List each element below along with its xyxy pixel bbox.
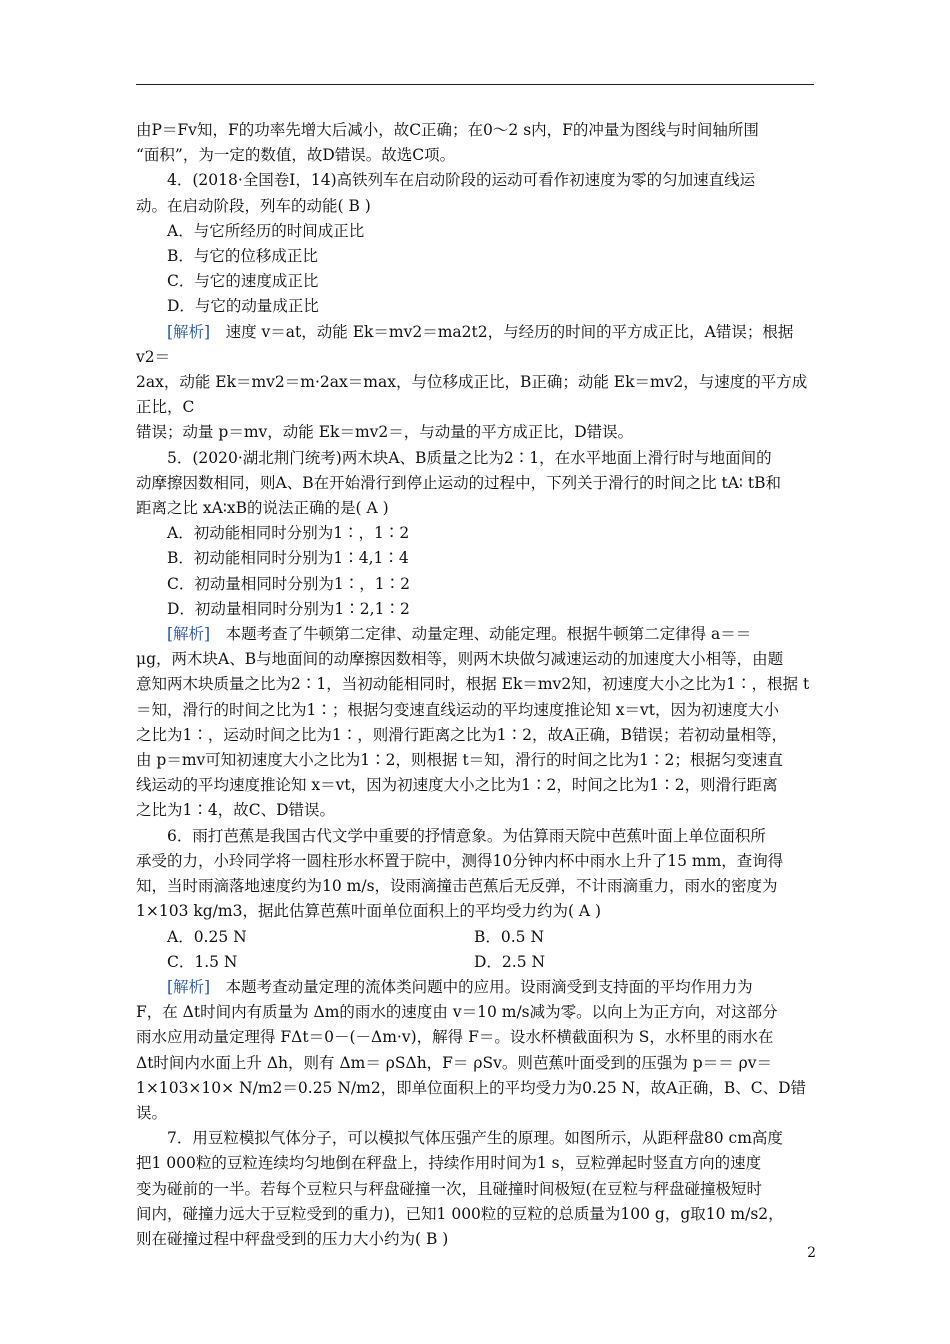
q6-analysis-line: F，在 Δt时间内有质量为 Δm的雨水的速度由 v＝10 m/s减为零。以向上为正方向，对这部分 xyxy=(136,1003,778,1022)
analysis-tag: [解析] xyxy=(167,625,211,644)
q6-stem-line: 1×103 kg/m3，据此估算芭蕉叶面单位面积上的平均受力约为( A ) xyxy=(136,902,602,921)
q6-analysis-line: 雨水应用动量定理得 FΔt＝0－(－Δm·v)，解得 F＝。设水杯横截面积为 S，水杯里的雨水在 xyxy=(136,1028,774,1047)
analysis-text: 速度 v＝at，动能 Ek＝mv2＝ma2t2，与经历的时间的平方成正比，A错误；根据 v2＝ xyxy=(136,322,799,366)
q5-analysis-line: 由 p＝mv可知初速度大小之比为1∶2，则根据 t＝知，滑行的时间之比为1∶2；根据匀变速直 xyxy=(136,751,783,770)
q4-analysis-line xyxy=(136,320,816,370)
q6-analysis-line: 1×103×10× N/m2＝0.25 N/m2，即单位面积上的平均受力为0.25 N，故A正确，B、C、D错误。 xyxy=(136,1078,807,1122)
q6-options-row xyxy=(136,950,816,975)
q5-analysis-line: 之比为1∶，运动时间之比为1∶，则滑行距离之比为1∶2，故A正确，B错误；若初动量相等， xyxy=(136,725,788,744)
q5-analysis-line: 线运动的平均速度推论知 x＝vt，因为初速度大小之比为1∶2，时间之比为1∶2，则滑行距离 xyxy=(136,776,778,795)
q5-option-a: A．初动能相同时分别为1∶，1∶2 xyxy=(167,524,410,543)
analysis-tag: [解析] xyxy=(167,322,211,341)
q4-analysis-line: 2ax，动能 Ek＝mv2＝m·2ax＝max，与位移成正比，B正确；动能 Ek＝mv2，与速度的平方成正比，C xyxy=(136,373,808,417)
q6-analysis-line: Δt时间内水面上升 Δh，则有 Δm＝ ρSΔh，F＝ ρSv。则芭蕉叶面受到的压强为 p＝＝ ρv＝ xyxy=(136,1053,772,1072)
q6-options-row xyxy=(136,925,816,950)
header-rule xyxy=(136,84,814,85)
q5-stem-line: 动摩擦因数相同，则A、B在开始滑行到停止运动的过程中，下列关于滑行的时间之比 tA∶ tB和 xyxy=(136,473,782,492)
q6-option-a: A．0.25 N xyxy=(167,927,247,946)
q5-option-c: C．初动量相同时分别为1∶，1∶2 xyxy=(167,574,410,593)
q4-stem-line: 动。在启动阶段，列车的动能( B ) xyxy=(136,196,371,215)
q6-stem-line: 承受的力，小玲同学将一圆柱形水杯置于院中，测得10分钟内杯中雨水上升了15 mm，查询得 xyxy=(136,851,784,870)
q6-stem-line: 6．雨打芭蕉是我国古代文学中重要的抒情意象。为估算雨天院中芭蕉叶面上单位面积所 xyxy=(167,826,766,845)
q5-analysis-line: μg，两木块A、B与地面间的动摩擦因数相等，则两木块做匀减速运动的加速度大小相等，由题 xyxy=(136,650,784,669)
q4-stem-line: 4．(2018·全国卷Ⅰ，14)高铁列车在启动阶段的运动可看作初速度为零的匀加速直线运 xyxy=(167,171,756,190)
text-line: “面积”，为一定的数值，故D错误。故选C项。 xyxy=(136,146,456,165)
page-body xyxy=(136,118,816,1252)
q5-stem-line: 距离之比 xA∶xB的说法正确的是( A ) xyxy=(136,499,389,518)
analysis-text: 本题考查了牛顿第二定律、动量定理、动能定理。根据牛顿第二定律得 a＝＝ xyxy=(225,625,752,644)
q5-analysis-line xyxy=(136,622,816,647)
page-number: 2 xyxy=(807,1245,816,1261)
q7-stem-line: 7．用豆粒模拟气体分子，可以模拟气体压强产生的原理。如图所示，从距秤盘80 cm高度 xyxy=(167,1129,783,1148)
analysis-text: 本题考查动量定理的流体类问题中的应用。设雨滴受到支持面的平均作用力为 xyxy=(225,977,753,996)
q7-stem-line: 则在碰撞过程中秤盘受到的压力大小约为( B ) xyxy=(136,1229,449,1248)
q4-option-a: A．与它所经历的时间成正比 xyxy=(167,221,365,240)
q7-stem-line: 把1 000粒的豆粒连续均匀地倒在秤盘上，持续作用时间为1 s，豆粒弹起时竖直方向的速度 xyxy=(136,1154,762,1173)
text-line: 由P＝Fv知，F的功率先增大后减小，故C正确；在0～2 s内，F的冲量为图线与时间轴所围 xyxy=(136,121,759,139)
q6-option-d: D．2.5 N xyxy=(474,952,546,971)
q4-option-b: B．与它的位移成正比 xyxy=(167,247,318,266)
q6-stem-line: 知，当时雨滴落地速度约为10 m/s，设雨滴撞击芭蕉后无反弹，不计雨滴重力，雨水的密度为 xyxy=(136,877,778,896)
analysis-tag: [解析] xyxy=(167,977,211,996)
q4-option-d: D．与它的动量成正比 xyxy=(167,297,319,316)
q7-stem-line: 变为碰前的一半。若每个豆粒只与秤盘碰撞一次，且碰撞时间极短(在豆粒与秤盘碰撞极短时 xyxy=(136,1179,763,1198)
q4-option-c: C．与它的速度成正比 xyxy=(167,272,319,291)
q5-analysis-line: ＝知，滑行的时间之比为1∶；根据匀变速直线运动的平均速度推论知 x＝vt，因为初速度大小 xyxy=(136,700,780,719)
q5-analysis-line: 意知两木块质量之比为2∶1，当初动能相同时，根据 Ek＝mv2知，初速度大小之比为1∶，根据 t xyxy=(136,675,810,694)
q4-analysis-line: 错误；动量 p＝mv，动能 Ek＝mv2＝，与动量的平方成正比，D错误。 xyxy=(136,423,634,442)
q6-option-c: C．1.5 N xyxy=(167,952,238,971)
q5-stem-line: 5．(2020·湖北荆门统考)两木块A、B质量之比为2∶1，在水平地面上滑行时与地面间的 xyxy=(167,448,772,467)
q5-option-d: D．初动量相同时分别为1∶2,1∶2 xyxy=(167,599,410,618)
q5-analysis-line: 之比为1∶4，故C、D错误。 xyxy=(136,801,336,820)
q7-stem-line: 间内，碰撞力远大于豆粒受到的重力)，已知1 000粒的豆粒的总质量为100 g，g取10 m/s2， xyxy=(136,1204,784,1223)
q6-option-b: B．0.5 N xyxy=(474,927,545,946)
q5-option-b: B．初动能相同时分别为1∶4,1∶4 xyxy=(167,549,409,568)
q6-analysis-line xyxy=(136,975,816,1000)
